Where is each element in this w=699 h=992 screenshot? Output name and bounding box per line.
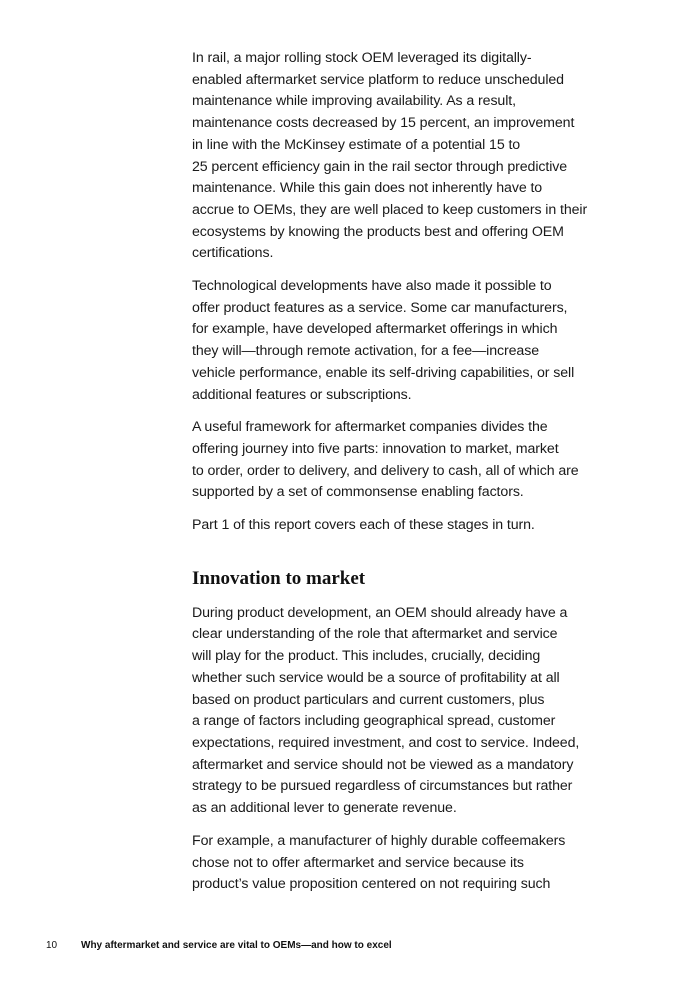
text-line: offer product features as a service. Some car manufacturers, <box>192 299 568 316</box>
text-line: based on product particulars and current customers, plus <box>192 691 545 708</box>
section-heading: Innovation to market <box>192 567 366 589</box>
paragraph-features-as-service <box>192 276 610 406</box>
text-line: accrue to OEMs, they are well placed to keep customers in their <box>192 201 588 218</box>
text-line: In rail, a major rolling stock OEM leveraged its digitally- <box>192 50 532 66</box>
text-line: expectations, required investment, and cost to service. Indeed, <box>192 734 580 751</box>
text-line: they will—through remote activation, for a fee—increase <box>192 343 539 360</box>
paragraph-coffeemaker-example <box>192 831 610 896</box>
text-line: maintenance while improving availability. As a result, <box>192 93 516 110</box>
text-line: a range of factors including geographical spread, customer <box>192 713 556 730</box>
page-number: 10 <box>46 940 58 951</box>
text-line: additional features or subscriptions. <box>192 386 412 403</box>
text-line: offering journey into five parts: innovation to market, market <box>192 440 559 457</box>
text-line: vehicle performance, enable its self-driving capabilities, or sell <box>192 364 575 381</box>
text-line: product’s value proposition centered on not requiring such <box>192 876 551 893</box>
text-line: During product development, an OEM should already have a <box>192 604 568 621</box>
text-line: for example, have developed aftermarket offerings in which <box>192 321 558 338</box>
text-line: will play for the product. This includes, crucially, deciding <box>192 648 541 665</box>
text-line: maintenance costs decreased by 15 percent, an improvement <box>192 115 575 132</box>
paragraph-rail-example <box>192 48 610 265</box>
body-column <box>192 48 610 907</box>
text-line: whether such service would be a source of profitability at all <box>192 669 560 686</box>
text-line: certifications. <box>192 245 274 262</box>
text-line: A useful framework for aftermarket companies divides the <box>192 419 548 436</box>
text-line: chose not to offer aftermarket and service because its <box>192 854 524 871</box>
text-line: enabled aftermarket service platform to reduce unscheduled <box>192 71 564 88</box>
text-line: clear understanding of the role that aftermarket and service <box>192 626 558 643</box>
text-line: Part 1 of this report covers each of these stages in turn. <box>192 517 535 534</box>
text-line: ecosystems by knowing the products best and offering OEM <box>192 223 564 240</box>
text-line: strategy to be pursued regardless of circumstances but rather <box>192 778 573 795</box>
text-line: in line with the McKinsey estimate of a potential 15 to <box>192 136 521 153</box>
paragraph-framework <box>192 417 610 504</box>
text-line: as an additional lever to generate revenue. <box>192 800 457 817</box>
text-line: Technological developments have also made it possible to <box>192 278 552 295</box>
footer-title: Why aftermarket and service are vital to OEMs—and how to excel <box>81 940 392 951</box>
paragraph-part-one <box>192 515 610 537</box>
text-line: to order, order to delivery, and delivery to cash, all of which are <box>192 462 579 479</box>
text-line: For example, a manufacturer of highly durable coffeemakers <box>192 832 566 849</box>
page-footer <box>0 938 699 954</box>
paragraph-product-development <box>192 603 610 820</box>
text-line: supported by a set of commonsense enabling factors. <box>192 484 524 501</box>
text-line: 25 percent efficiency gain in the rail sector through predictive <box>192 158 568 175</box>
text-line: maintenance. While this gain does not inherently have to <box>192 180 543 197</box>
text-line: aftermarket and service should not be viewed as a mandatory <box>192 756 574 773</box>
